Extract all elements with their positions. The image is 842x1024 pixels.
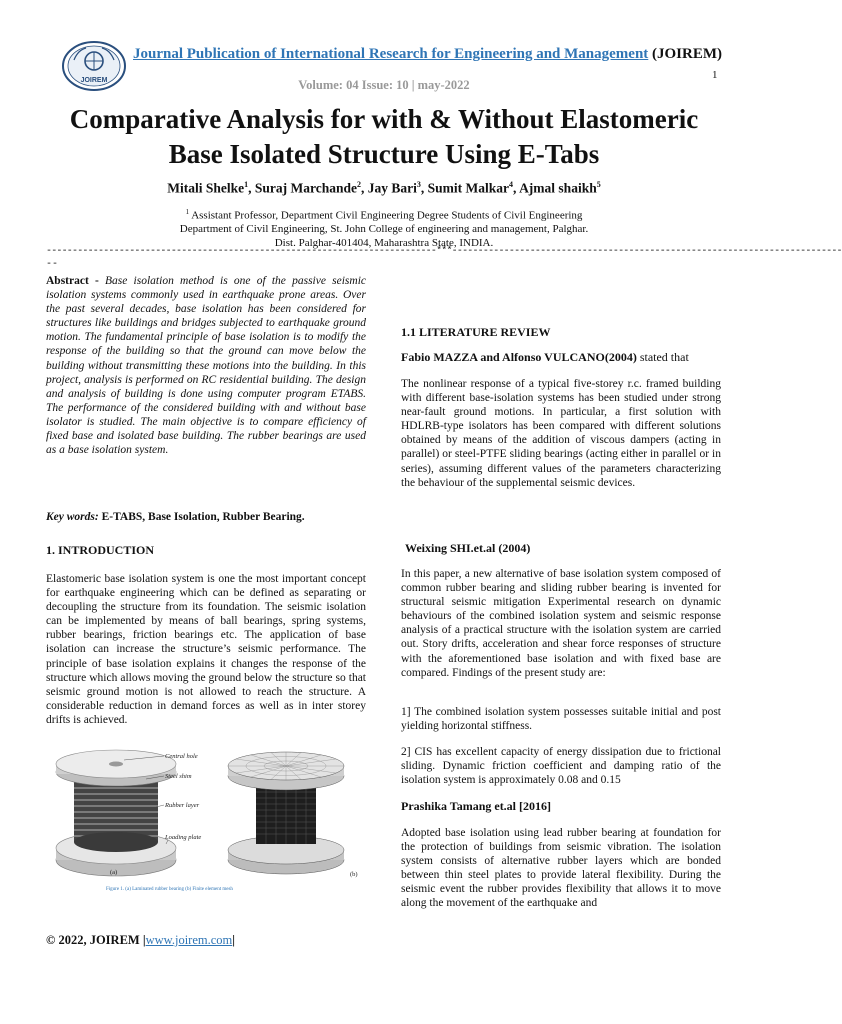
figure-caption: Figure 1. (a) Laminated rubber bearing (b) Finite element mesh — [106, 887, 233, 892]
author-name: Ajmal shaikh — [519, 180, 597, 196]
finite-element-mesh-illustration — [228, 752, 344, 874]
author-affiliation-number: 4 — [509, 180, 514, 189]
reference-2-heading: Weixing SHI.et.al (2004) — [405, 541, 531, 555]
label-central-hole: Central hole — [165, 753, 198, 760]
footer — [46, 933, 235, 948]
reference-1-heading: Fabio MAZZA and Alfonso VULCANO(2004) stated that — [401, 350, 689, 364]
label-rubber-layer: Rubber layer — [165, 802, 200, 809]
section-divider: ---------------------------------------------------------------------------***--------------------------------------------------------------------------- — [46, 246, 842, 257]
label-loading-plate: Loading plate — [165, 834, 202, 841]
author-affiliation-number: 5 — [596, 180, 601, 189]
affiliation-line-1: $^1$ Assistant Professor, Department Civil Engineering Degree Students of Civil Engineering — [185, 208, 583, 222]
author-name: Mitali Shelke — [167, 180, 245, 196]
author-name: Suraj Marchande — [254, 180, 358, 196]
author-list: Mitali Shelke$^1$, Suraj Marchande$^2$, Jay Bari$^3$, Sumit Malkar$^4$, Ajmal shaikh$^5$ — [167, 180, 601, 196]
author-name: Jay Bari — [367, 180, 417, 196]
page-number: 1 — [712, 69, 718, 81]
affiliation — [0, 206, 768, 250]
author-affiliation-number: 1 — [244, 180, 249, 189]
label-steel-shim: Steel shim — [165, 773, 192, 780]
keywords — [46, 511, 366, 523]
title-line-1: Comparative Analysis for with & Without Elastomeric — [69, 104, 699, 134]
introduction-text: Elastomeric base isolation system is one the most important concept for earthquake engineering which can be defined as separating or decoupling the structure from its foundation. The seismic isolation can be implemented by means of ball bearings, spring systems, rubber bearings, friction bearings etc. The application of base isolation can increase the structure’s seismic performance. The principle of base isolation explains it changes the response of the structure which allows moving the ground below the structure so that seismic ground motion is not allowed to reach the structure. A considerable reduction in demand forces as well as in inter storey drifts is achieved. — [46, 573, 366, 726]
reference-3-heading: Prashika Tamang et.al [2016] — [401, 799, 552, 813]
journal-title-link[interactable]: Journal Publication of International Research for Engineering and Management — [133, 46, 649, 62]
reference-2-text: In this paper, a new alternative of base isolation system composed of common rubber bearing and sliding rubber bearing is invented for structural seismic mitigation Experimental research on dynamic behaviours of the combined isolation system and seismic response analysis of a practical structure with the isolation system are carried out. Story drifts, acceleration and shear force responses of structure with the aforementioned base isolation and with fixed base are compared. Findings of the present study are: — [401, 568, 721, 679]
rubber-bearing-figure — [46, 752, 366, 892]
abstract-text: Base isolation method is one of the passive seismic isolation systems commonly used in earthquake prone areas. Over the past several decades, base isolation has been considered for structures like buildings and bridges subjected to earthquake ground motion. The fundamental principle of base isolation is to modify the response of the building so that the ground can move below the building without transmitting these motions into the building. In this project, analysis is performed on RC residential building. The design and analysis of building is done using computer program ETABS. The performance of the considered building with and without base isolator is studied. The main objective is to compare efficiency of fixed base and isolated base building. The rubber bearings are used as a base isolation system. — [46, 275, 366, 457]
laminated-bearing-illustration — [56, 750, 176, 876]
copyright: © 2022, JOIREM | — [46, 933, 146, 947]
finding-1: 1] The combined isolation system possesses suitable initial and post yielding horizontal stiffness. — [401, 706, 721, 733]
label-a: (a) — [110, 869, 118, 876]
reference-3-text: Adopted base isolation using lead rubber bearing at foundation for the protection of buildings from seismic vibration. The isolation system consists of alternative rubber layers which are bonded between thin steel plates to provide lateral flexibility. During the seismic event the rubber provides flexibility that allows it to move along the movement of the earthquake and — [401, 827, 721, 910]
abstract — [46, 274, 366, 457]
volume-issue: Volume: 04 Issue: 10 | may-2022 — [298, 78, 470, 92]
label-b: (b) — [350, 871, 358, 878]
reference-1-text: The nonlinear response of a typical five-storey r.c. framed building with different base-isolation systems has been studied under strong near-fault ground motions. In particular, a first solution with HDLRB-type isolators has been compared with different solutions obtained by means of the addition of viscous dampers (acting in parallel) or steel-PTFE sliding bearings (acting either in parallel or in series), assuming different values of the parameters characterizing the behaviour of the supplemental seismic devices. — [401, 378, 721, 489]
finding-2: 2] CIS has excellent capacity of energy dissipation due to frictional sliding. Dynamic friction coefficient and damping ratio of the isolation system is approximately 0.08 and 0.15 — [401, 746, 721, 787]
keywords-label: Key words: — [46, 511, 99, 523]
paper-title — [20, 102, 748, 172]
affiliation-line-3: Dist. Palghar-401404, Maharashtra State, INDIA. — [274, 236, 494, 249]
footer-end: | — [232, 933, 236, 947]
author-affiliation-number: 3 — [416, 180, 421, 189]
title-line-2: Base Isolated Structure Using E-Tabs — [168, 139, 600, 169]
website-link[interactable]: www.joirem.com — [145, 933, 233, 947]
keywords-text: E-TABS, Base Isolation, Rubber Bearing. — [98, 511, 305, 523]
author-affiliation-number: 2 — [357, 180, 362, 189]
section-divider-tail: -- — [46, 259, 59, 270]
introduction-heading: 1. INTRODUCTION — [46, 543, 155, 557]
abstract-label: Abstract - — [46, 275, 106, 287]
literature-review-heading: 1.1 LITERATURE REVIEW — [401, 325, 551, 339]
affiliation-line-2: Department of Civil Engineering, St. John College of engineering and management, Palghar. — [179, 223, 589, 236]
logo-text: JOIREM — [80, 77, 108, 84]
journal-abbreviation: (JOIREM) — [652, 46, 722, 62]
author-name: Sumit Malkar — [427, 180, 510, 196]
